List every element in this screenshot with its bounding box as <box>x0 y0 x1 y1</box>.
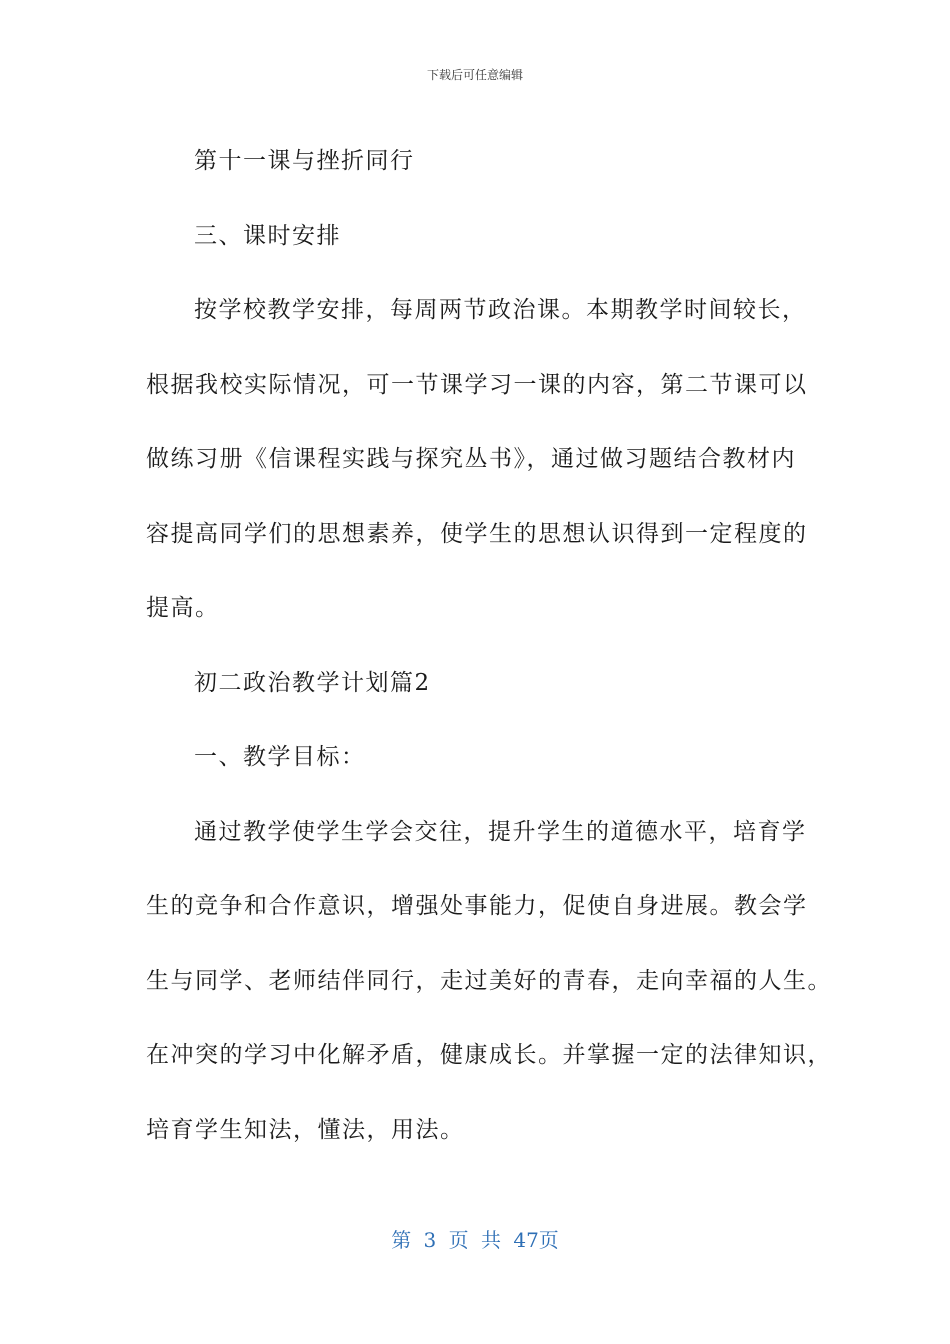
text-line-12: 生与同学、老师结伴同行，走过美好的青春，走向幸福的人生。 <box>146 967 832 994</box>
text-line-13: 在冲突的学习中化解矛盾，健康成长。并掌握一定的法律知识， <box>146 1042 832 1068</box>
text-line-4: 根据我校实际情况，可一节课学习一课的内容，第二节课可以 <box>146 371 808 398</box>
text-line-10: 通过教学使学生学会交往，提升学生的道德水平，培育学 <box>194 818 807 845</box>
text-line-6: 容提高同学们的思想素养，使学生的思想认识得到一定程度的 <box>146 520 808 547</box>
page-header-note: 下载后可任意编辑 <box>426 68 523 82</box>
text-line-11: 生的竞争和合作意识，增强处事能力，促使自身进展。教会学 <box>146 893 808 919</box>
text-line-1: 第十一课与挫折同行 <box>194 148 415 174</box>
text-line-7: 提高。 <box>146 595 220 621</box>
page-number-footer: 第 3 页 共 47页 <box>391 1228 559 1252</box>
text-line-5: 做练习册《信课程实践与探究丛书》，通过做习题结合教材内 <box>146 446 796 472</box>
text-line-3: 按学校教学安排，每周两节政治课。本期教学时间较长， <box>194 297 807 323</box>
text-line-2: 三、课时安排 <box>194 222 341 249</box>
text-line-14: 培育学生知法，懂法，用法。 <box>146 1116 465 1143</box>
text-line-8: 初二政治教学计划篇2 <box>194 669 431 696</box>
text-line-9: 一、教学目标： <box>194 744 366 770</box>
document-body <box>146 124 832 1167</box>
